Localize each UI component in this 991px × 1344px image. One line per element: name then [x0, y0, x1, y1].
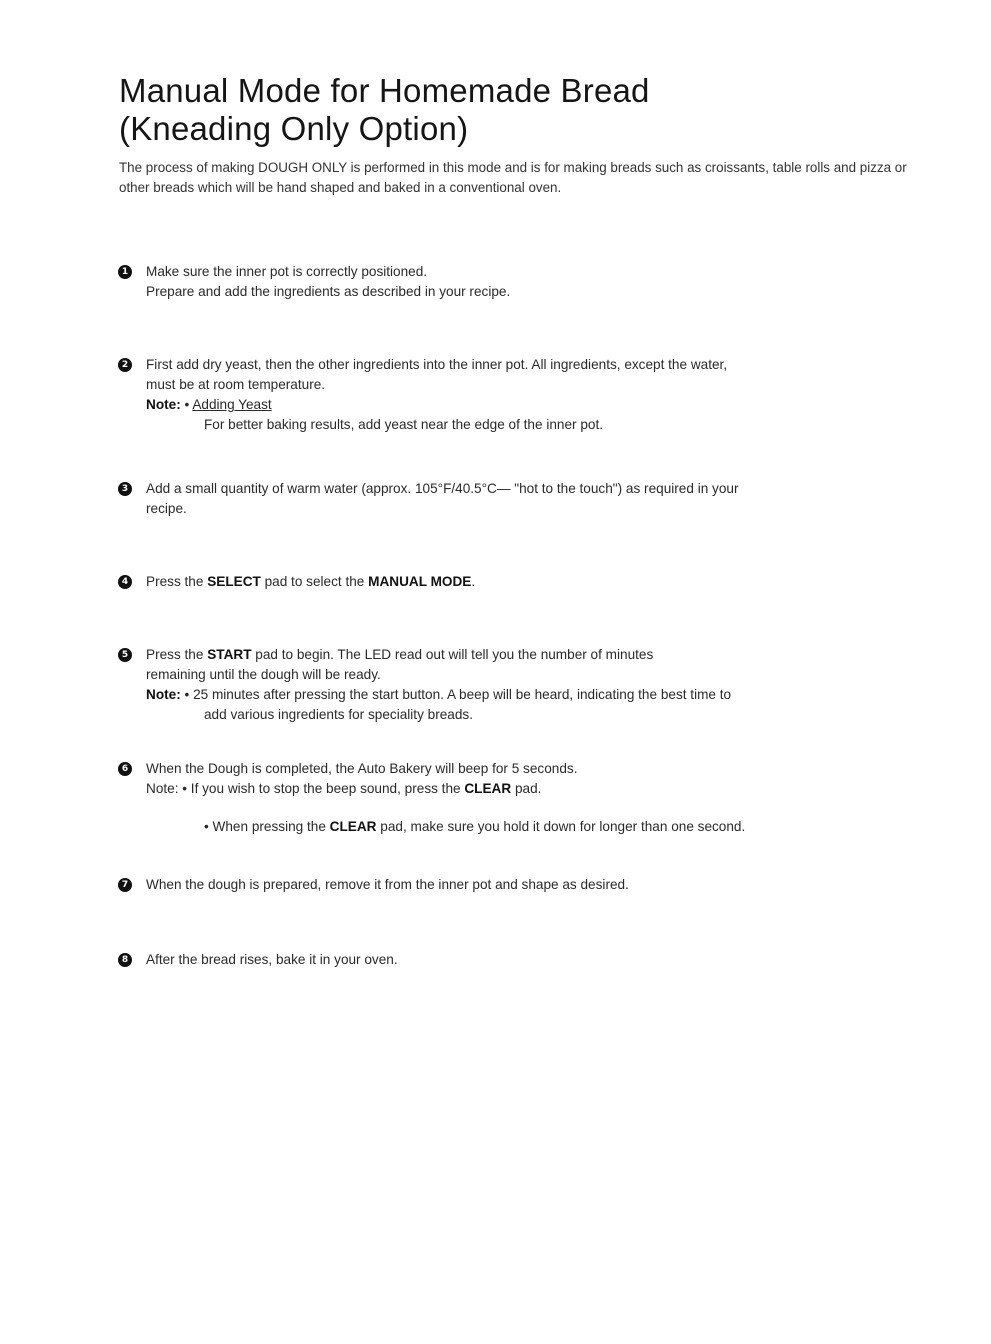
step-text: must be at room temperature. — [146, 377, 326, 392]
note-text: • When pressing the — [204, 819, 330, 834]
note-text: add various ingredients for speciality breads. — [204, 707, 474, 722]
step-note — [146, 685, 948, 705]
step-1 — [118, 262, 948, 302]
note-text: Note: • If you wish to stop the beep sound, press the — [146, 781, 465, 796]
step-text: After the bread rises, bake it in your oven. — [146, 952, 398, 967]
step-text-part: pad to begin. The LED read out will tell you the number of minutes — [251, 647, 654, 662]
step-6 — [118, 759, 948, 837]
step-number-badge: 5 — [118, 648, 132, 662]
step-text-part: Press the — [146, 647, 208, 662]
note-label: Note: — [146, 687, 181, 702]
step-text — [146, 645, 948, 665]
step-text: Make sure the inner pot is correctly positioned. — [146, 264, 428, 279]
note-text: For better baking results, add yeast near the edge of the inner pot. — [204, 417, 603, 432]
note-bullet: • — [180, 397, 193, 412]
step-number-badge: 4 — [118, 575, 132, 589]
step-number-badge: 1 — [118, 265, 132, 279]
step-note — [204, 817, 948, 837]
step-number-badge: 7 — [118, 878, 132, 892]
note-title: Adding Yeast — [192, 397, 272, 412]
step-5 — [118, 645, 948, 725]
step-text-part: . — [471, 574, 476, 589]
step-text-part: Press the — [146, 574, 208, 589]
step-number-badge: 2 — [118, 358, 132, 372]
note-text: pad, make sure you hold it down for longer than one second. — [376, 819, 746, 834]
note-label: Note: — [146, 397, 181, 412]
step-8 — [118, 950, 948, 970]
step-text: Add a small quantity of warm water (approx. 105°F/40.5°C— "hot to the touch") as required in your — [146, 481, 739, 496]
step-text — [146, 572, 948, 592]
step-text-part: pad to select the — [260, 574, 369, 589]
step-4 — [118, 572, 948, 592]
manual-mode-label: MANUAL MODE — [368, 574, 472, 589]
page-title-line-2: (Kneading Only Option) — [119, 110, 469, 147]
step-note — [146, 779, 948, 799]
step-note — [146, 395, 948, 415]
intro-paragraph: The process of making DOUGH ONLY is performed in this mode and is for making breads such as croissants, table rolls and pizza or other breads which will be hand shaped and baked in a conventional oven. — [119, 160, 907, 195]
note-text: • 25 minutes after pressing the start button. A beep will be heard, indicating the best time to — [180, 687, 732, 702]
step-7 — [118, 875, 948, 895]
note-text: pad. — [511, 781, 542, 796]
step-text: Prepare and add the ingredients as described in your recipe. — [146, 284, 511, 299]
select-pad-label: SELECT — [207, 574, 261, 589]
step-number-badge: 3 — [118, 482, 132, 496]
step-text: When the Dough is completed, the Auto Bakery will beep for 5 seconds. — [146, 761, 578, 776]
clear-pad-label: CLEAR — [464, 781, 512, 796]
page-title-line-1: Manual Mode for Homemade Bread — [119, 72, 650, 109]
step-2 — [118, 355, 948, 435]
step-3 — [118, 479, 948, 519]
step-number-badge: 8 — [118, 953, 132, 967]
step-text: First add dry yeast, then the other ingredients into the inner pot. All ingredients, except the water, — [146, 357, 728, 372]
step-text: remaining until the dough will be ready. — [146, 667, 381, 682]
step-text: When the dough is prepared, remove it from the inner pot and shape as desired. — [146, 877, 629, 892]
page-title — [119, 72, 650, 148]
clear-pad-label: CLEAR — [329, 819, 377, 834]
step-text: recipe. — [146, 501, 187, 516]
step-number-badge: 6 — [118, 762, 132, 776]
start-pad-label: START — [207, 647, 252, 662]
